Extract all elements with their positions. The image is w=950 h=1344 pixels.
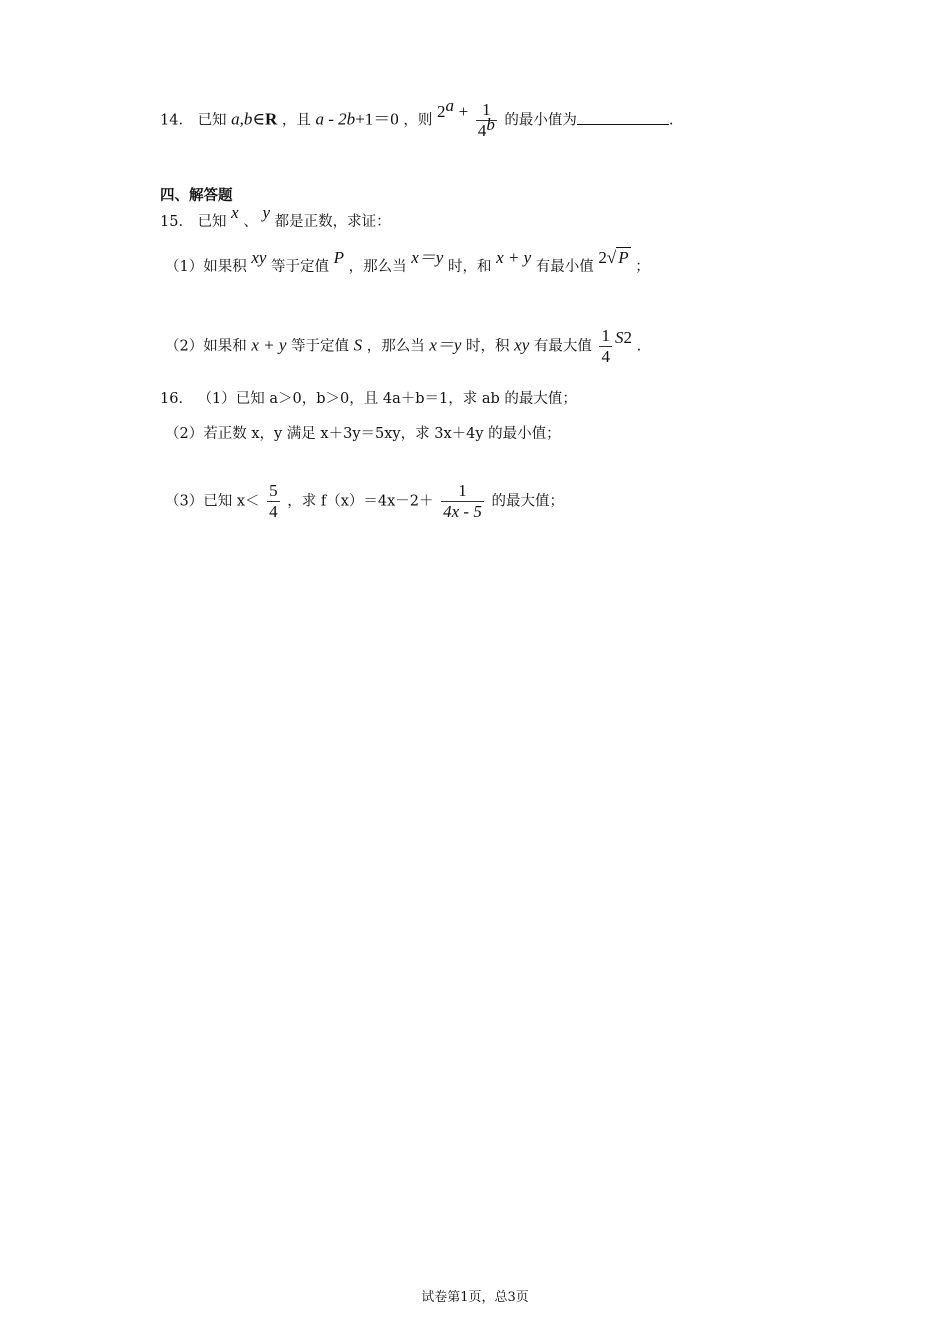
answer-blank: [577, 110, 669, 125]
sqrt-expression: 2√ P: [598, 248, 629, 267]
question-16-part-3: （3）已知 x＜ $\frac{5}{4}$ ，求 f（x）＝4x－2＋ $\frac{1}{4x - 5}$ 的最大值；: [165, 481, 564, 521]
q15-number: 15．: [160, 214, 193, 230]
question-16-part-2: （2）若正数 x，y 满足 x＋3y＝5xy，求 3x＋4y 的最小值；: [165, 426, 561, 442]
q16-fraction-2: $\frac{1}{4x - 5}$: [443, 481, 482, 521]
question-16-part-1: 16． （1）已知 a＞0，b＞0，且 4a＋b＝1，求 ab 的最大值；: [160, 391, 577, 407]
q14-fraction: $\frac{1}{4^b}$: [477, 100, 495, 140]
question-15-part-1: （1）如果积 xy 等于定值 P ，那么当 x＝y 时，和 x + y 有最小值 2√ P ；: [165, 248, 650, 275]
question-14: 14． 已知 a,b∈R ，且 a - 2b+1＝0 ，则 2$^a$ + $\frac{1}{4^b}$ 的最小值为 .: [160, 95, 674, 140]
q15-fraction: $\frac{1}{4}$: [601, 326, 610, 366]
q14-number: 14．: [160, 112, 193, 129]
question-15-part-2: （2）如果和 x + y 等于定值 S ，那么当 x＝y 时，积 xy 有最大值 $\frac{1}{4}$ $S^2$ .: [165, 326, 642, 366]
q16-fraction-1: $\frac{5}{4}$: [269, 481, 278, 521]
q14-power-term: 2$^a$: [437, 95, 454, 121]
q16-number: 16．: [160, 391, 193, 407]
question-15: 15． 已知 x 、 y 都是正数，求证：: [160, 203, 391, 230]
page-footer: 试卷第1页，总3页: [421, 1290, 529, 1305]
section-title: 四、解答题: [160, 187, 233, 204]
